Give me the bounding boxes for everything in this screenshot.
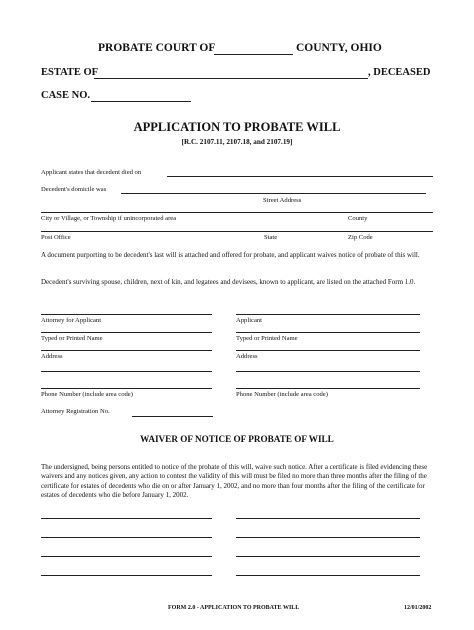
waiver-signature-line-left-3[interactable]: [41, 556, 212, 557]
will-attached-paragraph: A document purporting to be decedent's last will is attached and offered for probate, and applicant waives notice of probate of this will.: [41, 251, 420, 259]
attorney-address-line[interactable]: [41, 350, 212, 351]
waiver-signature-line-left-2[interactable]: [41, 537, 212, 538]
date-of-death-field[interactable]: [167, 176, 433, 177]
attorney-address-line-2[interactable]: [41, 371, 212, 372]
waiver-signature-line-right-2[interactable]: [236, 537, 420, 538]
county-caption: County: [348, 215, 368, 222]
applicant-address-line[interactable]: [236, 350, 420, 351]
page-title: APPLICATION TO PROBATE WILL: [133, 120, 341, 134]
waiver-signature-line-left-1[interactable]: [41, 518, 212, 519]
domicile-label: Decedent's domicile was: [41, 186, 107, 193]
case-number-field[interactable]: [91, 101, 191, 102]
post-office-caption: Post Office: [41, 234, 71, 241]
form-name: FORM 2.0 - APPLICATION TO PROBATE WILL: [168, 605, 300, 611]
deceased-label: , DECEASED: [368, 67, 431, 78]
court-county-field[interactable]: [214, 54, 293, 55]
attorney-typed-name-caption: Typed or Printed Name: [41, 335, 103, 342]
applicant-signature-line[interactable]: [236, 314, 420, 315]
attorney-signature-line[interactable]: [41, 314, 212, 315]
applicant-typed-name-caption: Typed or Printed Name: [236, 335, 298, 342]
waiver-heading: WAIVER OF NOTICE OF PROBATE OF WILL: [140, 434, 334, 444]
waiver-paragraph: The undersigned, being persons entitled to notice of the probate of this will, waive such notice. After a certificate is filed evidencing these waivers and any notices given, any action to contest the validity of this will must be filed no more than three months after the filing of the certificate for estates of decedents who die on or after January 1, 2002, and no more than four months after the filing of the certificate for estates of decedents who die before January 1, 2002.: [41, 463, 428, 500]
waiver-signature-line-right-1[interactable]: [236, 518, 420, 519]
applicant-address-caption: Address: [236, 353, 258, 360]
estate-name-field[interactable]: [94, 78, 368, 79]
applicant-typed-name-line[interactable]: [236, 332, 420, 333]
court-prefix: PROBATE COURT OF: [98, 42, 216, 54]
waiver-signature-line-left-4[interactable]: [41, 575, 212, 576]
form-date: 12/01/2002: [404, 605, 432, 611]
applicant-caption: Applicant: [236, 317, 263, 324]
attorney-phone-caption: Phone Number (include area code): [41, 391, 133, 398]
attorney-registration-label: Attorney Registration No.: [41, 408, 110, 415]
died-on-label: Applicant states that decedent died on: [41, 169, 142, 176]
statute-reference: [R.C. 2107.11, 2107.18, and 2107.19]: [181, 138, 293, 146]
applicant-phone-caption: Phone Number (include area code): [236, 391, 328, 398]
attorney-address-caption: Address: [41, 353, 63, 360]
state-caption: State: [264, 234, 278, 241]
zip-code-caption: Zip Code: [348, 234, 373, 241]
case-number-label: CASE NO.: [41, 90, 91, 101]
surviving-relatives-paragraph: Decedent's surviving spouse, children, next of kin, and legatees and devisees, known to applicant, are listed on the attached Form 1.0.: [41, 278, 416, 286]
applicant-phone-line[interactable]: [236, 388, 420, 389]
street-address-field[interactable]: [121, 193, 426, 194]
attorney-typed-name-line[interactable]: [41, 332, 212, 333]
court-suffix: COUNTY, OHIO: [296, 42, 382, 54]
post-office-state-zip-field[interactable]: [41, 231, 433, 232]
attorney-phone-line[interactable]: [41, 388, 212, 389]
street-address-caption: Street Address: [263, 197, 302, 204]
attorney-registration-field[interactable]: [132, 416, 213, 417]
estate-label: ESTATE OF: [41, 67, 99, 78]
waiver-signature-line-right-4[interactable]: [236, 575, 420, 576]
city-county-field[interactable]: [41, 212, 433, 213]
applicant-address-line-2[interactable]: [236, 371, 420, 372]
city-caption: City or Village, or Township if unincorporated area: [41, 215, 177, 222]
waiver-signature-line-right-3[interactable]: [236, 556, 420, 557]
attorney-for-applicant-caption: Attorney for Applicant: [41, 317, 102, 324]
